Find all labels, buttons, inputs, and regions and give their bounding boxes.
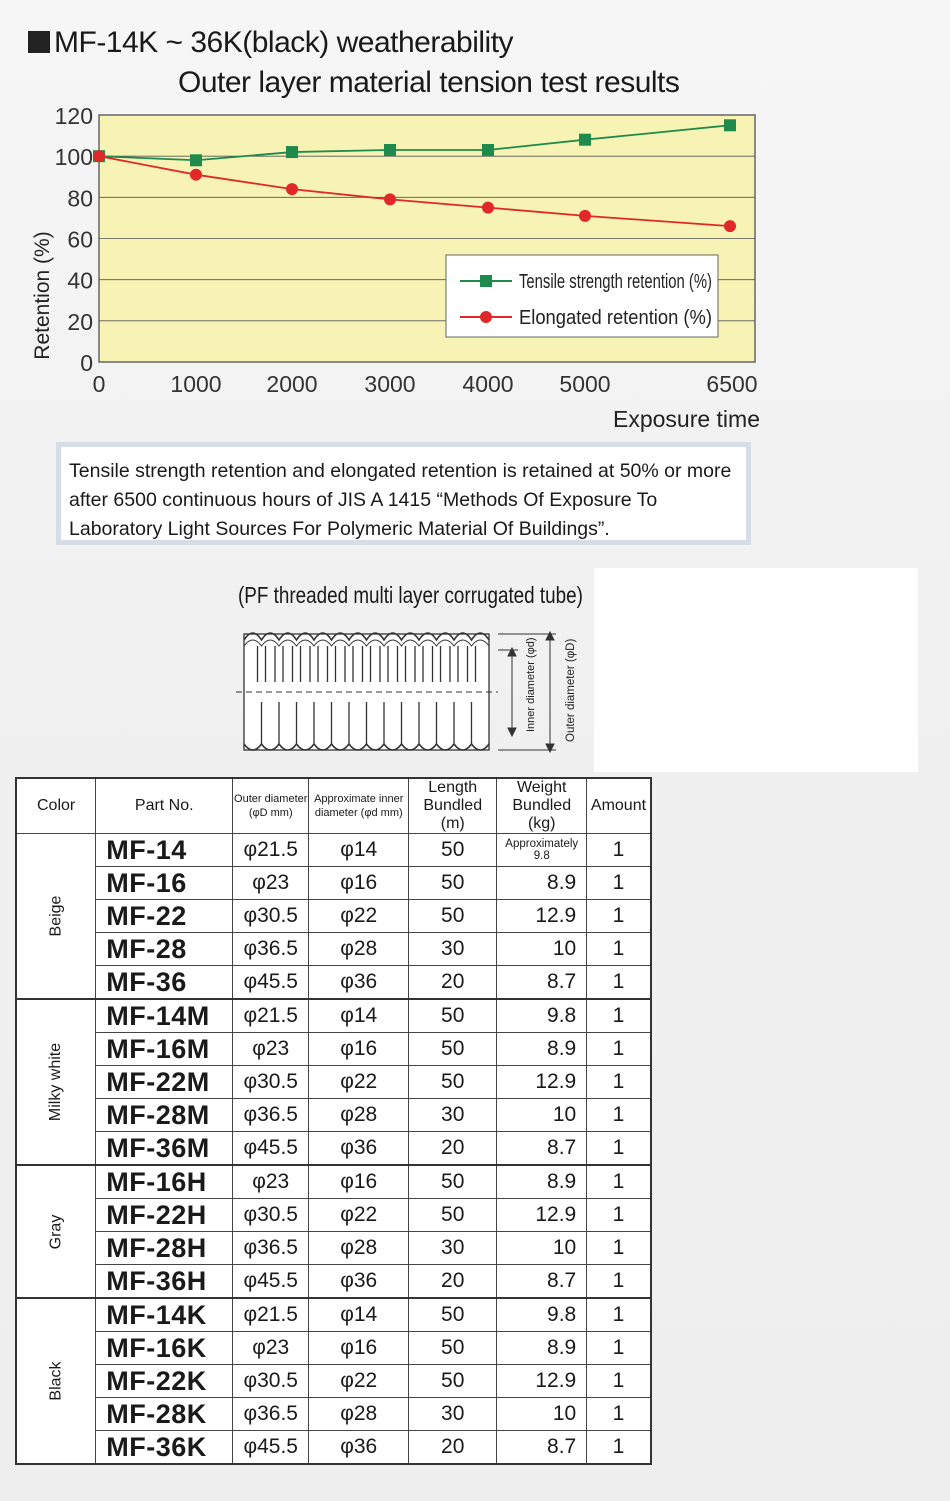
header-outer-diameter: Outer diameter (φD mm) <box>233 778 309 834</box>
y-tick-label: 80 <box>67 185 93 212</box>
amount-cell: 1 <box>587 1265 651 1299</box>
amount-cell: 1 <box>587 1199 651 1232</box>
outer-diameter-cell: φ45.5 <box>233 1265 309 1299</box>
amount-cell: 1 <box>587 966 651 1000</box>
length-cell: 50 <box>409 1199 497 1232</box>
amount-cell: 1 <box>587 1232 651 1265</box>
outer-diameter-cell: φ21.5 <box>233 1298 309 1332</box>
data-point-tensile <box>724 119 736 131</box>
length-cell: 30 <box>409 933 497 966</box>
data-point-elongated <box>724 220 736 232</box>
amount-cell: 1 <box>587 900 651 933</box>
note-box <box>56 442 751 545</box>
inner-diameter-cell: φ28 <box>309 1398 409 1431</box>
outer-diameter-cell: φ30.5 <box>233 900 309 933</box>
y-axis-label: Retention (%) <box>31 231 54 360</box>
length-cell: 20 <box>409 1265 497 1299</box>
table-row <box>16 933 651 966</box>
color-group-cell: Gray <box>16 1165 96 1298</box>
part-cell: MF-16H <box>96 1165 233 1199</box>
part-cell: MF-36 <box>96 966 233 1000</box>
inner-diameter-cell: φ14 <box>309 999 409 1033</box>
corrugated-tube-diagram <box>236 620 586 755</box>
table-row <box>16 1066 651 1099</box>
inner-diameter-cell: φ22 <box>309 900 409 933</box>
table-row <box>16 999 651 1033</box>
weight-cell: 9.8 <box>497 999 587 1033</box>
y-tick-label: 40 <box>67 267 93 294</box>
weight-cell: 12.9 <box>497 900 587 933</box>
outer-diameter-cell: φ30.5 <box>233 1365 309 1398</box>
legend-label: Tensile strength retention (%) <box>519 271 712 293</box>
header-inner-diameter: Approximate inner diameter (φd mm) <box>309 778 409 834</box>
table-row <box>16 1298 651 1332</box>
outer-diameter-cell: φ23 <box>233 867 309 900</box>
inner-diameter-cell: φ28 <box>309 1099 409 1132</box>
inner-diameter-cell: φ22 <box>309 1066 409 1099</box>
data-point-tensile <box>482 144 494 156</box>
amount-cell: 1 <box>587 1365 651 1398</box>
part-cell: MF-28 <box>96 933 233 966</box>
length-cell: 50 <box>409 1332 497 1365</box>
x-tick-label: 0 <box>92 371 106 397</box>
color-group-cell: Milky white <box>16 999 96 1165</box>
amount-cell: 1 <box>587 834 651 867</box>
outer-diameter-cell: φ45.5 <box>233 1132 309 1166</box>
weight-cell: 12.9 <box>497 1365 587 1398</box>
header-weight: Weight Bundled (kg) <box>497 778 587 834</box>
outer-diameter-cell: φ30.5 <box>233 1066 309 1099</box>
table-row <box>16 1398 651 1431</box>
weight-cell: 12.9 <box>497 1066 587 1099</box>
y-tick-label: 120 <box>54 103 93 129</box>
x-axis-label: Exposure time <box>612 406 760 432</box>
table-row <box>16 1199 651 1232</box>
amount-cell: 1 <box>587 1398 651 1431</box>
table-row <box>16 900 651 933</box>
length-cell: 50 <box>409 999 497 1033</box>
weight-cell: 8.7 <box>497 1431 587 1465</box>
part-cell: MF-14 <box>96 834 233 867</box>
outer-diameter-cell: φ23 <box>233 1165 309 1199</box>
amount-cell: 1 <box>587 999 651 1033</box>
amount-cell: 1 <box>587 1066 651 1099</box>
weight-cell: 10 <box>497 1232 587 1265</box>
part-cell: MF-36K <box>96 1431 233 1465</box>
data-point-elongated <box>384 193 396 205</box>
table-row <box>16 1332 651 1365</box>
part-cell: MF-28M <box>96 1099 233 1132</box>
y-tick-label: 60 <box>67 226 93 253</box>
table-row <box>16 1033 651 1066</box>
color-group-cell: Beige <box>16 834 96 1000</box>
tube-drawing <box>236 633 498 750</box>
amount-cell: 1 <box>587 867 651 900</box>
y-tick-label: 0 <box>80 350 93 376</box>
table-row <box>16 867 651 900</box>
inner-diameter-cell: φ14 <box>309 1298 409 1332</box>
header-color: Color <box>16 778 96 834</box>
inner-diameter-cell: φ16 <box>309 1033 409 1066</box>
weight-cell: 12.9 <box>497 1199 587 1232</box>
weight-cell: Approximately 9.8 <box>497 834 587 867</box>
length-cell: 20 <box>409 966 497 1000</box>
amount-cell: 1 <box>587 933 651 966</box>
length-cell: 50 <box>409 1066 497 1099</box>
data-point-elongated <box>190 169 202 181</box>
data-point-tensile <box>579 134 591 146</box>
outer-diameter-cell: φ21.5 <box>233 999 309 1033</box>
data-point-elongated <box>286 183 298 195</box>
legend-marker-square <box>480 275 492 287</box>
specification-table <box>15 777 652 1465</box>
outer-diameter-cell: φ23 <box>233 1033 309 1066</box>
inner-diameter-cell: φ14 <box>309 834 409 867</box>
outer-diameter-cell: φ45.5 <box>233 1431 309 1465</box>
x-tick-label: 6500 <box>706 371 758 397</box>
weight-cell: 8.9 <box>497 1332 587 1365</box>
length-cell: 50 <box>409 1165 497 1199</box>
part-cell: MF-28H <box>96 1232 233 1265</box>
inner-diameter-cell: φ28 <box>309 1232 409 1265</box>
outer-diameter-label: Outer diameter (φD) <box>565 638 577 742</box>
part-cell: MF-36M <box>96 1132 233 1166</box>
part-cell: MF-16 <box>96 867 233 900</box>
inner-diameter-cell: φ16 <box>309 1332 409 1365</box>
legend-marker-circle <box>480 311 492 323</box>
header-length: Length Bundled (m) <box>409 778 497 834</box>
retention-chart <box>0 100 780 440</box>
inner-diameter-cell: φ36 <box>309 966 409 1000</box>
table-row <box>16 1099 651 1132</box>
inner-diameter-label: Inner diameter (φd) <box>525 637 537 732</box>
weight-cell: 8.7 <box>497 1265 587 1299</box>
length-cell: 50 <box>409 1033 497 1066</box>
length-cell: 50 <box>409 1365 497 1398</box>
data-point-elongated <box>93 150 105 162</box>
table-row <box>16 1431 651 1465</box>
inner-diameter-cell: φ16 <box>309 867 409 900</box>
part-cell: MF-22K <box>96 1365 233 1398</box>
page-title <box>28 26 513 60</box>
weight-cell: 8.9 <box>497 867 587 900</box>
x-tick-label: 5000 <box>559 371 611 397</box>
table-row <box>16 1232 651 1265</box>
table-row <box>16 1132 651 1166</box>
header-part: Part No. <box>96 778 233 834</box>
outer-diameter-cell: φ30.5 <box>233 1199 309 1232</box>
diagram-title: (PF threaded multi layer corrugated tube) <box>238 582 583 608</box>
data-point-tensile <box>384 144 396 156</box>
weight-cell: 9.8 <box>497 1298 587 1332</box>
legend-label: Elongated retention (%) <box>519 307 712 329</box>
amount-cell: 1 <box>587 1165 651 1199</box>
x-tick-label: 2000 <box>266 371 318 397</box>
note-text: Tensile strength retention and elongated retention is retained at 50% or more after 6500 continuous hours of JIS A 1415 “Methods Of Exposure To Laboratory Light Sources For Polymeric Material Of Buildings”. <box>69 460 732 540</box>
weight-cell: 8.7 <box>497 966 587 1000</box>
blank-panel <box>594 568 918 772</box>
length-cell: 50 <box>409 900 497 933</box>
weight-cell: 8.9 <box>497 1033 587 1066</box>
header-amount: Amount <box>587 778 651 834</box>
weight-cell: 8.7 <box>497 1132 587 1166</box>
weight-cell: 10 <box>497 1398 587 1431</box>
length-cell: 20 <box>409 1431 497 1465</box>
amount-cell: 1 <box>587 1431 651 1465</box>
inner-diameter-cell: φ22 <box>309 1365 409 1398</box>
length-cell: 30 <box>409 1232 497 1265</box>
outer-diameter-cell: φ21.5 <box>233 834 309 867</box>
weight-cell: 10 <box>497 933 587 966</box>
length-cell: 50 <box>409 1298 497 1332</box>
color-group-cell: Black <box>16 1298 96 1464</box>
amount-cell: 1 <box>587 1332 651 1365</box>
y-tick-label: 100 <box>54 144 93 171</box>
chart-title: Outer layer material tension test results <box>178 66 680 99</box>
part-cell: MF-14M <box>96 999 233 1033</box>
part-cell: MF-16K <box>96 1332 233 1365</box>
data-point-tensile <box>286 146 298 158</box>
outer-diameter-cell: φ36.5 <box>233 933 309 966</box>
length-cell: 30 <box>409 1398 497 1431</box>
length-cell: 50 <box>409 834 497 867</box>
outer-diameter-cell: φ45.5 <box>233 966 309 1000</box>
square-bullet-icon <box>28 31 50 53</box>
y-tick-label: 20 <box>67 308 93 335</box>
weight-cell: 8.9 <box>497 1165 587 1199</box>
amount-cell: 1 <box>587 1132 651 1166</box>
inner-diameter-cell: φ36 <box>309 1265 409 1299</box>
table-row <box>16 1365 651 1398</box>
length-cell: 30 <box>409 1099 497 1132</box>
x-tick-label: 4000 <box>462 371 514 397</box>
table-row <box>16 1165 651 1199</box>
outer-diameter-cell: φ36.5 <box>233 1099 309 1132</box>
amount-cell: 1 <box>587 1033 651 1066</box>
outer-diameter-cell: φ36.5 <box>233 1398 309 1431</box>
inner-diameter-cell: φ36 <box>309 1431 409 1465</box>
data-point-elongated <box>579 210 591 222</box>
inner-diameter-cell: φ28 <box>309 933 409 966</box>
x-tick-label: 3000 <box>364 371 416 397</box>
chart-legend <box>446 255 718 337</box>
part-cell: MF-22 <box>96 900 233 933</box>
outer-diameter-cell: φ36.5 <box>233 1232 309 1265</box>
title-text: MF-14K ~ 36K(black) weatherability <box>54 26 514 59</box>
length-cell: 50 <box>409 867 497 900</box>
x-tick-label: 1000 <box>170 371 222 397</box>
table-row <box>16 966 651 1000</box>
table-header-row <box>16 778 651 834</box>
data-point-elongated <box>482 202 494 214</box>
outer-diameter-cell: φ23 <box>233 1332 309 1365</box>
length-cell: 20 <box>409 1132 497 1166</box>
table-row <box>16 834 651 867</box>
part-cell: MF-28K <box>96 1398 233 1431</box>
part-cell: MF-22M <box>96 1066 233 1099</box>
part-cell: MF-22H <box>96 1199 233 1232</box>
part-cell: MF-16M <box>96 1033 233 1066</box>
inner-diameter-cell: φ36 <box>309 1132 409 1166</box>
part-cell: MF-14K <box>96 1298 233 1332</box>
table-row <box>16 1265 651 1299</box>
part-cell: MF-36H <box>96 1265 233 1299</box>
amount-cell: 1 <box>587 1099 651 1132</box>
inner-diameter-cell: φ16 <box>309 1165 409 1199</box>
data-point-tensile <box>190 154 202 166</box>
weight-cell: 10 <box>497 1099 587 1132</box>
amount-cell: 1 <box>587 1298 651 1332</box>
inner-diameter-cell: φ22 <box>309 1199 409 1232</box>
